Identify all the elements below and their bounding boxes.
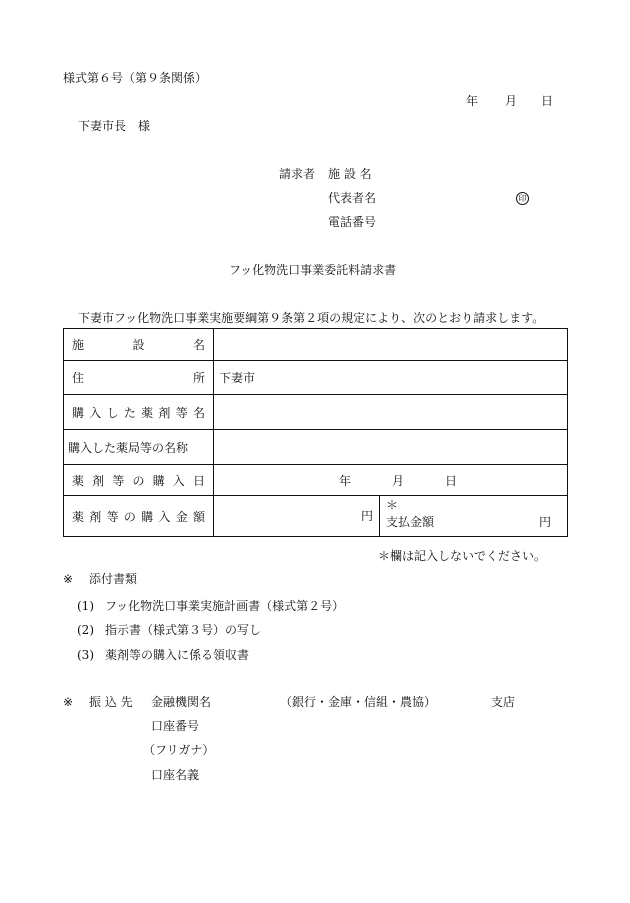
address-label: 住 所 (64, 361, 214, 395)
addressee: 下妻市長 様 (78, 119, 151, 133)
date-day-label: 日 (541, 94, 554, 108)
seal-icon: 印 (516, 192, 529, 205)
payment-amount-yen: 円 (538, 515, 551, 529)
intro-text: 下妻市フッ化物洗口事業実施要綱第９条第２項の規定により、次のとおり請求します。 (78, 311, 545, 325)
requester-representative-label: 代表者名 (328, 191, 377, 205)
table-row-pharmacy (64, 430, 568, 465)
seal-mark (516, 189, 529, 205)
facility-value-field[interactable] (214, 329, 568, 361)
transfer-label: 振 込 先 (89, 695, 133, 709)
drug-name-label: 購 入 し た 薬 剤 等 名 (64, 395, 214, 430)
requester-phone-label: 電話番号 (328, 215, 377, 229)
purchase-month-label: 月 (392, 473, 405, 488)
table-row-facility (64, 329, 568, 361)
address-value-field[interactable] (214, 361, 568, 395)
address-value: 下妻市 (219, 371, 256, 385)
drug-name-value-field[interactable] (214, 395, 568, 430)
table-row-purchase-amount (64, 496, 568, 537)
purchase-amount-label: 薬 剤 等 の 購 入 金 額 (64, 496, 214, 537)
purchase-date-label: 薬 剤 等 の 購 入 日 (64, 465, 214, 496)
bank-name-label: 金融機関名 (151, 695, 212, 709)
table-row-purchase-date (64, 465, 568, 496)
date-year-label: 年 (466, 94, 479, 108)
table-row-drug-name (64, 395, 568, 430)
purchase-amount-cell (214, 496, 568, 537)
attachment-num-2: (2) (77, 623, 94, 637)
branch-label: 支店 (491, 695, 516, 709)
facility-label: 施 設 名 (64, 329, 214, 361)
furigana-label: （フリガナ） (143, 743, 215, 757)
attachment-item-3: 薬剤等の購入に係る領収書 (105, 648, 250, 662)
office-use-asterisk: ＊ (386, 498, 399, 512)
table-note: ＊欄は記入しないでください。 (378, 549, 547, 563)
requester-facility-name-label: 施 設 名 (328, 167, 372, 181)
account-name-label: 口座名義 (151, 768, 200, 782)
form-number: 様式第６号（第９条関係） (63, 71, 208, 85)
pharmacy-value-field[interactable] (214, 430, 568, 465)
purchase-date-field[interactable] (214, 465, 568, 496)
attachment-item-1: フッ化物洗口事業実施計画書（様式第２号） (105, 599, 345, 613)
attachment-item-2: 指示書（様式第３号）の写し (105, 623, 262, 637)
transfer-mark: ※ (63, 695, 74, 709)
document-title: フッ化物洗口事業委託料請求書 (229, 263, 397, 277)
pharmacy-label: 購入した薬局等の名称 (64, 430, 214, 465)
purchase-amount-yen: 円 (360, 509, 373, 523)
attachments-header: 添付書類 (89, 572, 138, 586)
table-row-address (64, 361, 568, 395)
payment-amount-office-use (380, 496, 559, 536)
attachments-mark: ※ (63, 572, 74, 586)
request-table (63, 328, 568, 537)
purchase-amount-field[interactable] (222, 496, 380, 536)
purchase-year-label: 年 (339, 473, 352, 488)
account-number-label: 口座番号 (151, 719, 200, 733)
payment-amount-label: 支払金額 (386, 515, 435, 529)
purchase-day-label: 日 (445, 473, 458, 488)
requester-label: 請求者 (279, 167, 316, 181)
bank-types: （銀行・金庫・信組・農協） (280, 695, 437, 709)
attachment-num-3: (3) (77, 648, 94, 662)
date-month-label: 月 (505, 94, 518, 108)
attachment-num-1: (1) (77, 599, 94, 613)
